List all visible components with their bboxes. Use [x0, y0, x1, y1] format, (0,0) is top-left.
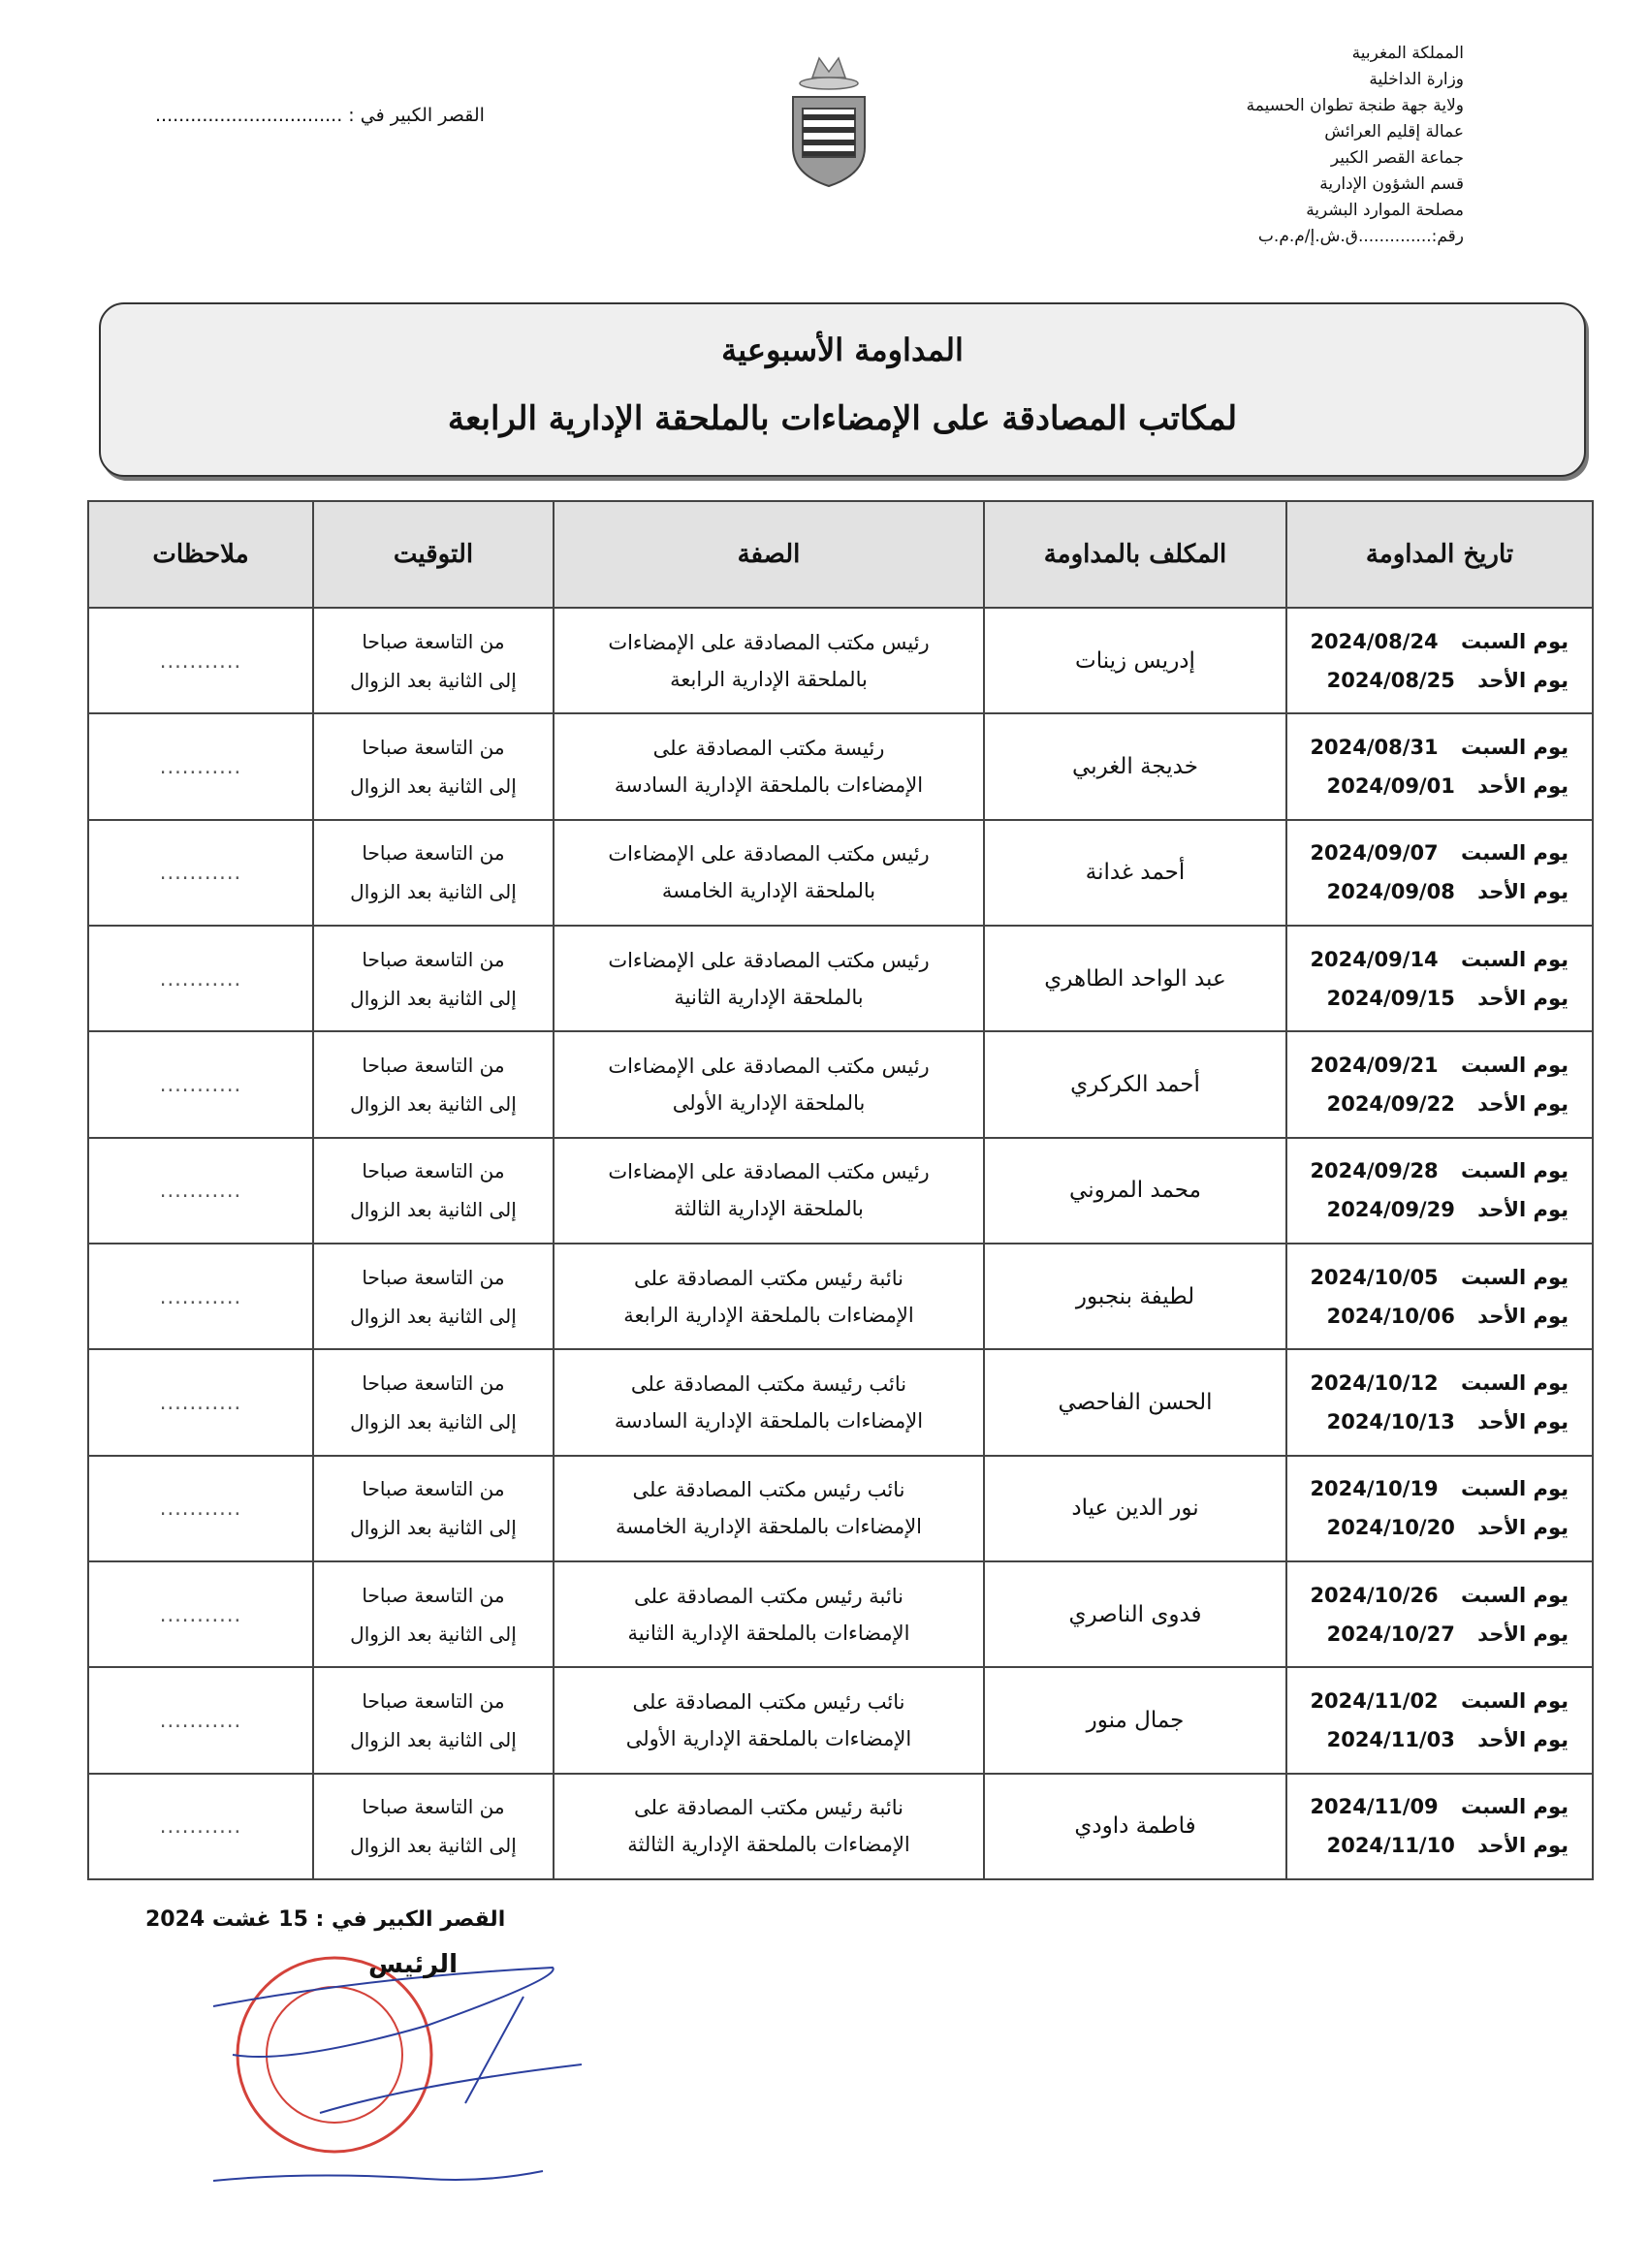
role-cell — [554, 820, 984, 926]
role-line: الإمضاءات بالملحقة الإدارية السادسة — [614, 772, 924, 797]
role-line: رئيسة مكتب المصادقة على — [652, 736, 885, 760]
saturday-date: 2024/10/19 — [1310, 1477, 1439, 1501]
sunday-date: 2024/10/13 — [1326, 1409, 1455, 1433]
assignee-name: أحمد غدانة — [984, 820, 1286, 926]
notes-cell: ........... — [88, 1774, 313, 1879]
sunday-date: 2024/11/03 — [1326, 1727, 1455, 1751]
table-row — [88, 1667, 1593, 1773]
sunday-date: 2024/11/10 — [1326, 1834, 1455, 1858]
saturday-date: 2024/11/09 — [1310, 1795, 1439, 1819]
assignee-name: محمد المروني — [984, 1138, 1286, 1244]
day-label: يوم السبت — [1460, 1159, 1569, 1183]
role-line: الإمضاءات بالملحقة الإدارية الثانية — [627, 1621, 910, 1645]
day-label: يوم السبت — [1460, 841, 1569, 866]
assignee-name: خديجة الغربي — [984, 713, 1286, 819]
column-header-time: التوقيت — [313, 501, 554, 608]
day-label: يوم الأحد — [1477, 1622, 1569, 1646]
time-end: إلى الثانية بعد الزوال — [350, 1834, 517, 1858]
sunday-date: 2024/09/01 — [1326, 773, 1455, 798]
time-start: من التاسعة صباحا — [362, 1688, 505, 1713]
day-label: يوم السبت — [1460, 629, 1569, 653]
column-header-assignee: المكلف بالمداومة — [984, 501, 1286, 608]
duty-date-cell — [1286, 1561, 1593, 1667]
notes-cell: ........... — [88, 1667, 313, 1773]
time-cell — [313, 1456, 554, 1561]
time-end: إلى الثانية بعد الزوال — [350, 1304, 517, 1328]
role-line: بالملحقة الإدارية الخامسة — [661, 879, 876, 903]
day-label: يوم الأحد — [1477, 668, 1569, 692]
saturday-date: 2024/08/24 — [1310, 629, 1439, 653]
table-row — [88, 608, 1593, 713]
day-label: يوم الأحد — [1477, 773, 1569, 798]
table-row — [88, 820, 1593, 926]
notes-cell: ........... — [88, 926, 313, 1031]
time-start: من التاسعة صباحا — [362, 1370, 505, 1395]
time-start: من التاسعة صباحا — [362, 1159, 505, 1183]
role-cell — [554, 1667, 984, 1773]
time-end: إلى الثانية بعد الزوال — [350, 668, 517, 692]
notes-cell: ........... — [88, 820, 313, 926]
document-title: المداومة الأسبوعية — [721, 331, 964, 368]
table-row — [88, 926, 1593, 1031]
duty-date-cell — [1286, 1456, 1593, 1561]
role-line: رئيس مكتب المصادقة على الإمضاءات — [608, 1054, 930, 1078]
table-row — [88, 1031, 1593, 1137]
day-label: يوم الأحد — [1477, 1091, 1569, 1116]
signature-stroke — [320, 1997, 582, 2113]
header-line: قسم الشؤون الإدارية — [1319, 174, 1464, 194]
day-label: يوم السبت — [1460, 1053, 1569, 1077]
time-cell — [313, 926, 554, 1031]
signature-stroke — [213, 2171, 543, 2181]
notes-cell: ........... — [88, 1031, 313, 1137]
day-label: يوم السبت — [1460, 1583, 1569, 1607]
role-line: نائب رئيسة مكتب المصادقة على — [630, 1371, 907, 1396]
time-end: إلى الثانية بعد الزوال — [350, 1727, 517, 1751]
day-label: يوم الأحد — [1477, 1516, 1569, 1540]
role-line: رئيس مكتب المصادقة على الإمضاءات — [608, 1160, 930, 1184]
sunday-date: 2024/10/06 — [1326, 1304, 1455, 1328]
signatory-title: الرئيس — [368, 1950, 458, 1979]
time-start: من التاسعة صباحا — [362, 629, 505, 653]
role-line: بالملحقة الإدارية الأولى — [672, 1090, 866, 1115]
administrative-header — [1057, 41, 1464, 250]
day-label: يوم السبت — [1460, 735, 1569, 759]
time-end: إلى الثانية بعد الزوال — [350, 986, 517, 1010]
sunday-date: 2024/09/29 — [1326, 1198, 1455, 1222]
coat-of-arms-icon — [785, 50, 872, 191]
time-cell — [313, 1349, 554, 1455]
role-line: رئيس مكتب المصادقة على الإمضاءات — [608, 630, 930, 654]
time-end: إلى الثانية بعد الزوال — [350, 1409, 517, 1433]
role-cell — [554, 1138, 984, 1244]
time-end: إلى الثانية بعد الزوال — [350, 1198, 517, 1222]
role-line: بالملحقة الإدارية الثانية — [674, 985, 864, 1009]
time-end: إلى الثانية بعد الزوال — [350, 1516, 517, 1540]
saturday-date: 2024/09/28 — [1310, 1159, 1439, 1183]
table-row — [88, 1244, 1593, 1349]
role-line: نائب رئيس مكتب المصادقة على — [632, 1478, 905, 1502]
assignee-name: فاطمة داودي — [984, 1774, 1286, 1879]
time-cell — [313, 1031, 554, 1137]
notes-cell: ........... — [88, 1456, 313, 1561]
saturday-date: 2024/09/07 — [1310, 841, 1439, 866]
time-cell — [313, 1138, 554, 1244]
role-line: الإمضاءات بالملحقة الإدارية الثالثة — [627, 1833, 910, 1857]
role-cell — [554, 1774, 984, 1879]
role-cell — [554, 1561, 984, 1667]
time-start: من التاسعة صباحا — [362, 735, 505, 759]
sunday-date: 2024/10/27 — [1326, 1622, 1455, 1646]
table-row — [88, 1774, 1593, 1879]
time-start: من التاسعة صباحا — [362, 1053, 505, 1077]
assignee-name: عبد الواحد الطاهري — [984, 926, 1286, 1031]
header-line: وزارة الداخلية — [1369, 70, 1464, 89]
duty-date-cell — [1286, 1349, 1593, 1455]
table-row — [88, 1561, 1593, 1667]
time-start: من التاسعة صباحا — [362, 1265, 505, 1289]
table-row — [88, 1456, 1593, 1561]
sunday-date: 2024/09/08 — [1326, 880, 1455, 904]
day-label: يوم الأحد — [1477, 1834, 1569, 1858]
day-label: يوم السبت — [1460, 1688, 1569, 1713]
table-row — [88, 713, 1593, 819]
time-start: من التاسعة صباحا — [362, 1583, 505, 1607]
role-cell — [554, 1349, 984, 1455]
role-line: الإمضاءات بالملحقة الإدارية الرابعة — [623, 1303, 914, 1327]
header-line: مصلحة الموارد البشرية — [1306, 201, 1464, 220]
role-cell — [554, 713, 984, 819]
column-header-date: تاريخ المداومة — [1286, 501, 1593, 608]
time-start: من التاسعة صباحا — [362, 1477, 505, 1501]
notes-cell: ........... — [88, 1349, 313, 1455]
duty-date-cell — [1286, 1138, 1593, 1244]
duty-date-cell — [1286, 713, 1593, 819]
role-line: نائبة رئيس مكتب المصادقة على — [634, 1266, 903, 1290]
column-header-role: الصفة — [554, 501, 984, 608]
time-cell — [313, 1774, 554, 1879]
sunday-date: 2024/09/15 — [1326, 986, 1455, 1010]
table-row — [88, 1138, 1593, 1244]
saturday-date: 2024/09/21 — [1310, 1053, 1439, 1077]
assignee-name: جمال منور — [984, 1667, 1286, 1773]
reference-number: رقم:..............ق.ش.إ/م.م.ب — [1257, 227, 1464, 246]
duty-date-cell — [1286, 1667, 1593, 1773]
saturday-date: 2024/11/02 — [1310, 1688, 1439, 1713]
notes-cell: ........... — [88, 1561, 313, 1667]
day-label: يوم الأحد — [1477, 1727, 1569, 1751]
time-cell — [313, 713, 554, 819]
assignee-name: أحمد الكركري — [984, 1031, 1286, 1137]
time-start: من التاسعة صباحا — [362, 841, 505, 866]
role-cell — [554, 1244, 984, 1349]
notes-cell: ........... — [88, 608, 313, 713]
role-line: نائبة رئيس مكتب المصادقة على — [634, 1584, 903, 1608]
signature-place-date: القصر الكبير في : 15 غشت 2024 — [145, 1907, 506, 1932]
saturday-date: 2024/08/31 — [1310, 735, 1439, 759]
saturday-date: 2024/10/05 — [1310, 1265, 1439, 1289]
duty-date-cell — [1286, 926, 1593, 1031]
role-cell — [554, 608, 984, 713]
time-cell — [313, 608, 554, 713]
day-label: يوم الأحد — [1477, 880, 1569, 904]
role-cell — [554, 1456, 984, 1561]
duty-date-cell — [1286, 820, 1593, 926]
day-label: يوم الأحد — [1477, 986, 1569, 1010]
assignee-name: فدوى الناصري — [984, 1561, 1286, 1667]
time-cell — [313, 1667, 554, 1773]
duty-date-cell — [1286, 1774, 1593, 1879]
saturday-date: 2024/10/12 — [1310, 1370, 1439, 1395]
notes-cell: ........... — [88, 1244, 313, 1349]
title-box — [99, 302, 1586, 477]
assignee-name: نور الدين عياد — [984, 1456, 1286, 1561]
time-cell — [313, 820, 554, 926]
place-date-placeholder: القصر الكبير في : ................................ — [155, 105, 485, 126]
signature-stroke — [213, 1968, 554, 2057]
time-cell — [313, 1561, 554, 1667]
notes-cell: ........... — [88, 1138, 313, 1244]
day-label: يوم السبت — [1460, 947, 1569, 971]
header-line: جماعة القصر الكبير — [1330, 148, 1464, 168]
day-label: يوم الأحد — [1477, 1409, 1569, 1433]
time-end: إلى الثانية بعد الزوال — [350, 880, 517, 904]
sunday-date: 2024/10/20 — [1326, 1516, 1455, 1540]
duty-date-cell — [1286, 608, 1593, 713]
duty-schedule-table — [87, 500, 1594, 1880]
time-cell — [313, 1244, 554, 1349]
day-label: يوم السبت — [1460, 1477, 1569, 1501]
day-label: يوم الأحد — [1477, 1198, 1569, 1222]
role-line: نائبة رئيس مكتب المصادقة على — [634, 1796, 903, 1820]
day-label: يوم السبت — [1460, 1370, 1569, 1395]
role-line: الإمضاءات بالملحقة الإدارية الخامسة — [615, 1515, 922, 1539]
document-subtitle: لمكاتب المصادقة على الإمضاءات بالملحقة الإدارية الرابعة — [447, 399, 1238, 438]
time-start: من التاسعة صباحا — [362, 947, 505, 971]
time-end: إلى الثانية بعد الزوال — [350, 1091, 517, 1116]
time-end: إلى الثانية بعد الزوال — [350, 773, 517, 798]
assignee-name: الحسن الفاحصي — [984, 1349, 1286, 1455]
saturday-date: 2024/10/26 — [1310, 1583, 1439, 1607]
duty-date-cell — [1286, 1244, 1593, 1349]
role-line: الإمضاءات بالملحقة الإدارية السادسة — [614, 1408, 924, 1433]
table-header-row — [88, 501, 1593, 608]
table-row — [88, 1349, 1593, 1455]
day-label: يوم السبت — [1460, 1795, 1569, 1819]
notes-cell: ........... — [88, 713, 313, 819]
role-line: نائب رئيس مكتب المصادقة على — [632, 1689, 905, 1714]
assignee-name: لطيفة بنجبور — [984, 1244, 1286, 1349]
header-line: ولاية جهة طنجة تطوان الحسيمة — [1246, 96, 1464, 115]
role-line: بالملحقة الإدارية الرابعة — [670, 667, 868, 691]
role-cell — [554, 1031, 984, 1137]
role-line: الإمضاءات بالملحقة الإدارية الأولى — [625, 1726, 912, 1750]
duty-date-cell — [1286, 1031, 1593, 1137]
day-label: يوم الأحد — [1477, 1304, 1569, 1328]
sunday-date: 2024/09/22 — [1326, 1091, 1455, 1116]
day-label: يوم السبت — [1460, 1265, 1569, 1289]
time-end: إلى الثانية بعد الزوال — [350, 1622, 517, 1646]
role-line: رئيس مكتب المصادقة على الإمضاءات — [608, 948, 930, 972]
sunday-date: 2024/08/25 — [1326, 668, 1455, 692]
role-line: رئيس مكتب المصادقة على الإمضاءات — [608, 842, 930, 866]
role-line: بالملحقة الإدارية الثالثة — [674, 1197, 864, 1221]
saturday-date: 2024/09/14 — [1310, 947, 1439, 971]
role-cell — [554, 926, 984, 1031]
header-line: عمالة إقليم العرائش — [1324, 122, 1464, 142]
time-start: من التاسعة صباحا — [362, 1795, 505, 1819]
assignee-name: إدريس زينات — [984, 608, 1286, 713]
header-line: المملكة المغربية — [1351, 44, 1464, 63]
column-header-notes: ملاحظات — [88, 501, 313, 608]
